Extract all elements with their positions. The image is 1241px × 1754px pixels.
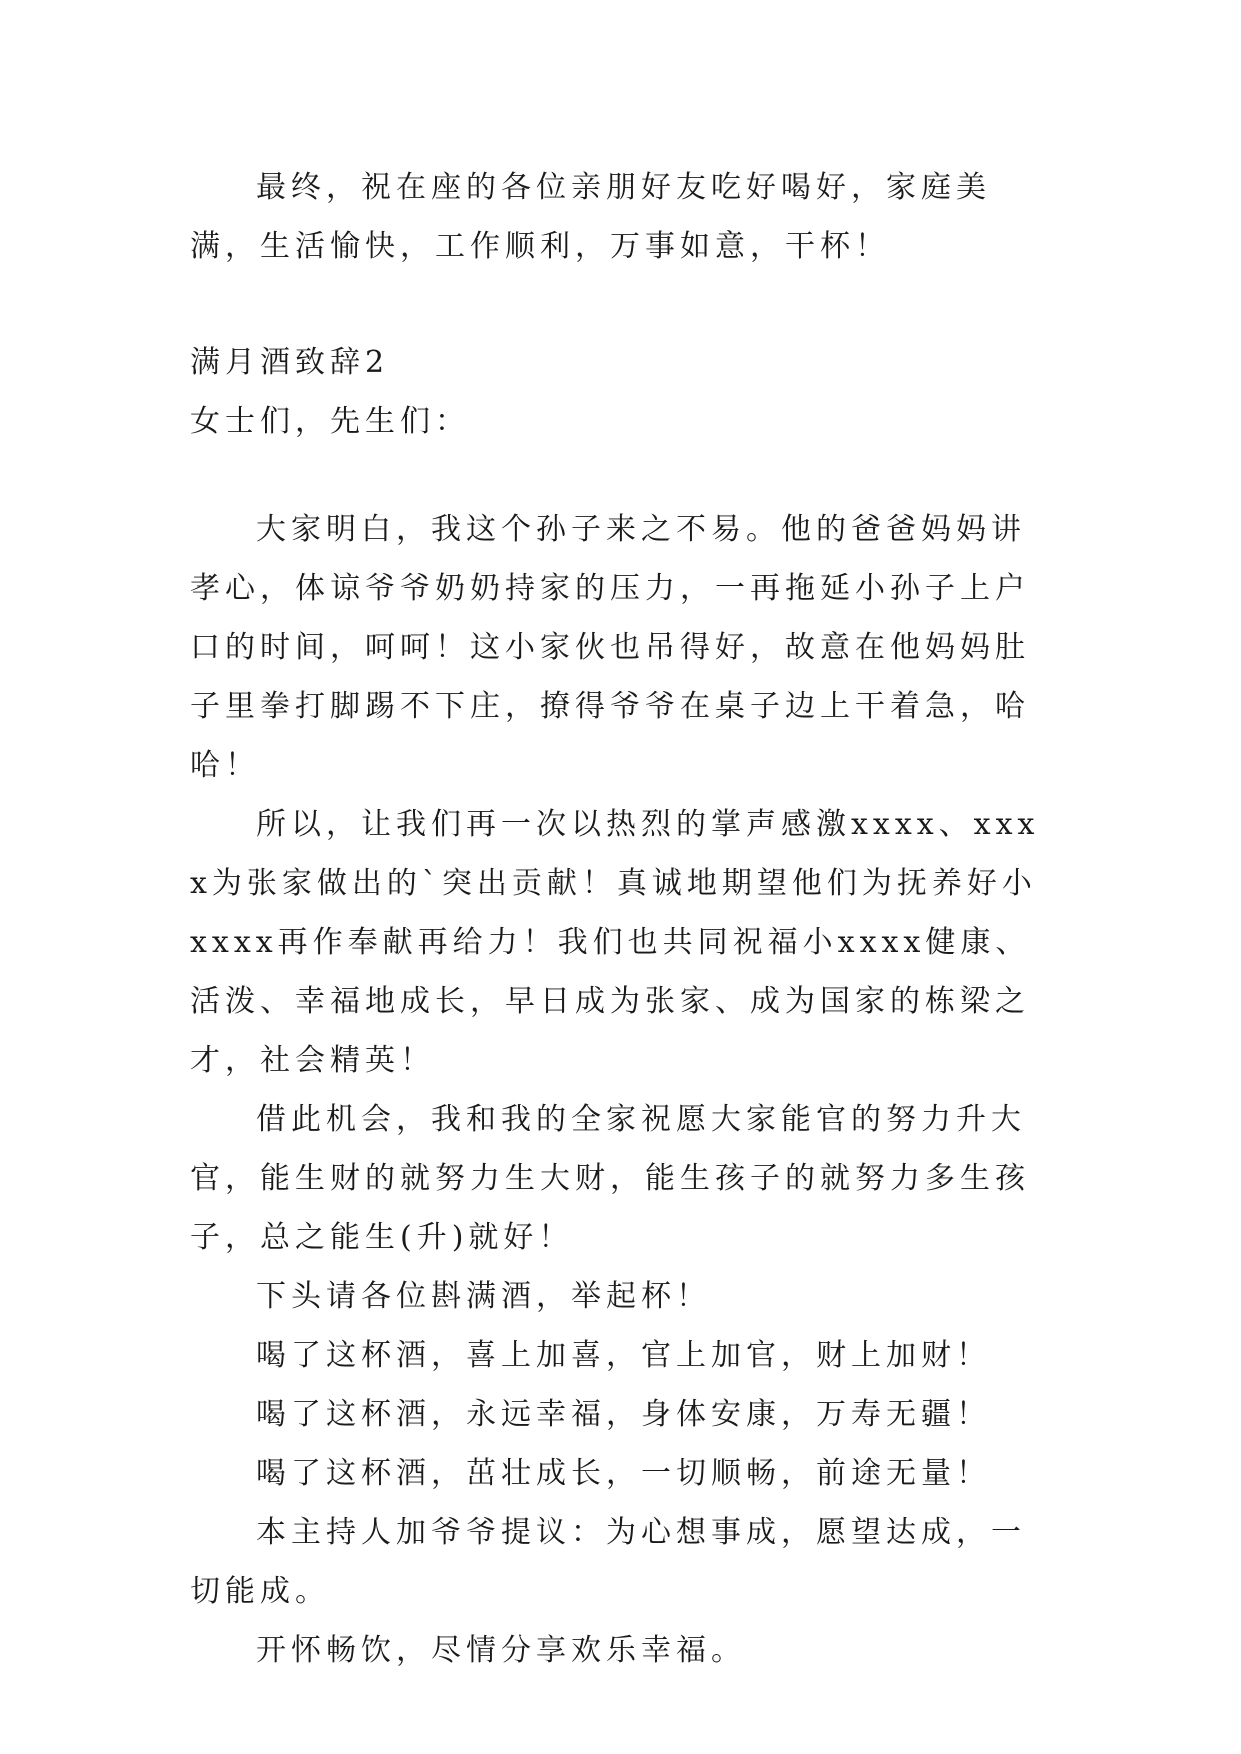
paragraph: 喝了这杯酒，永远幸福，身体安康，万寿无疆！ <box>256 1397 991 1432</box>
salutation: 女士们，先生们： <box>190 404 470 439</box>
paragraph: 喝了这杯酒，茁壮成长，一切顺畅，前途无量！ <box>256 1456 991 1491</box>
paragraph: 本主持人加爷爷提议：为心想事成，愿望达成，一切能成。 <box>190 1515 1026 1609</box>
speech-body <box>190 500 1050 1680</box>
closing-paragraph: 最终，祝在座的各位亲朋好友吃好喝好，家庭美满，生活愉快，工作顺利，万事如意，干杯！ <box>190 170 991 264</box>
closing-section <box>190 158 1050 276</box>
paragraph: 大家明白，我这个孙子来之不易。他的爸爸妈妈讲孝心，体谅爷爷奶奶持家的压力，一再拖延小孙子上户口的时间，呵呵！这小家伙也吊得好，故意在他妈妈肚子里拳打脚踢不下庄，撩得爷爷在桌子边上干着急，哈哈！ <box>190 512 1030 783</box>
paragraph: 喝了这杯酒，喜上加喜，官上加官，财上加财！ <box>256 1338 991 1373</box>
paragraph: 下头请各位斟满酒，举起杯！ <box>256 1279 711 1314</box>
paragraph: 借此机会，我和我的全家祝愿大家能官的努力升大官，能生财的就努力生大财，能生孩子的就努力多生孩子，总之能生(升)就好！ <box>190 1102 1030 1255</box>
speech-header <box>190 333 1050 451</box>
section-title: 满月酒致辞2 <box>190 345 390 380</box>
paragraph: 所以，让我们再一次以热烈的掌声感激xxxx、xxxx为张家做出的`突出贡献！真诚地期望他们为抚养好小xxxx再作奉献再给力！我们也共同祝福小xxxx健康、活泼、幸福地成长，早日成为张家、成为国家的栋梁之才，社会精英！ <box>190 807 1040 1078</box>
paragraph: 开怀畅饮，尽情分享欢乐幸福。 <box>256 1633 746 1668</box>
